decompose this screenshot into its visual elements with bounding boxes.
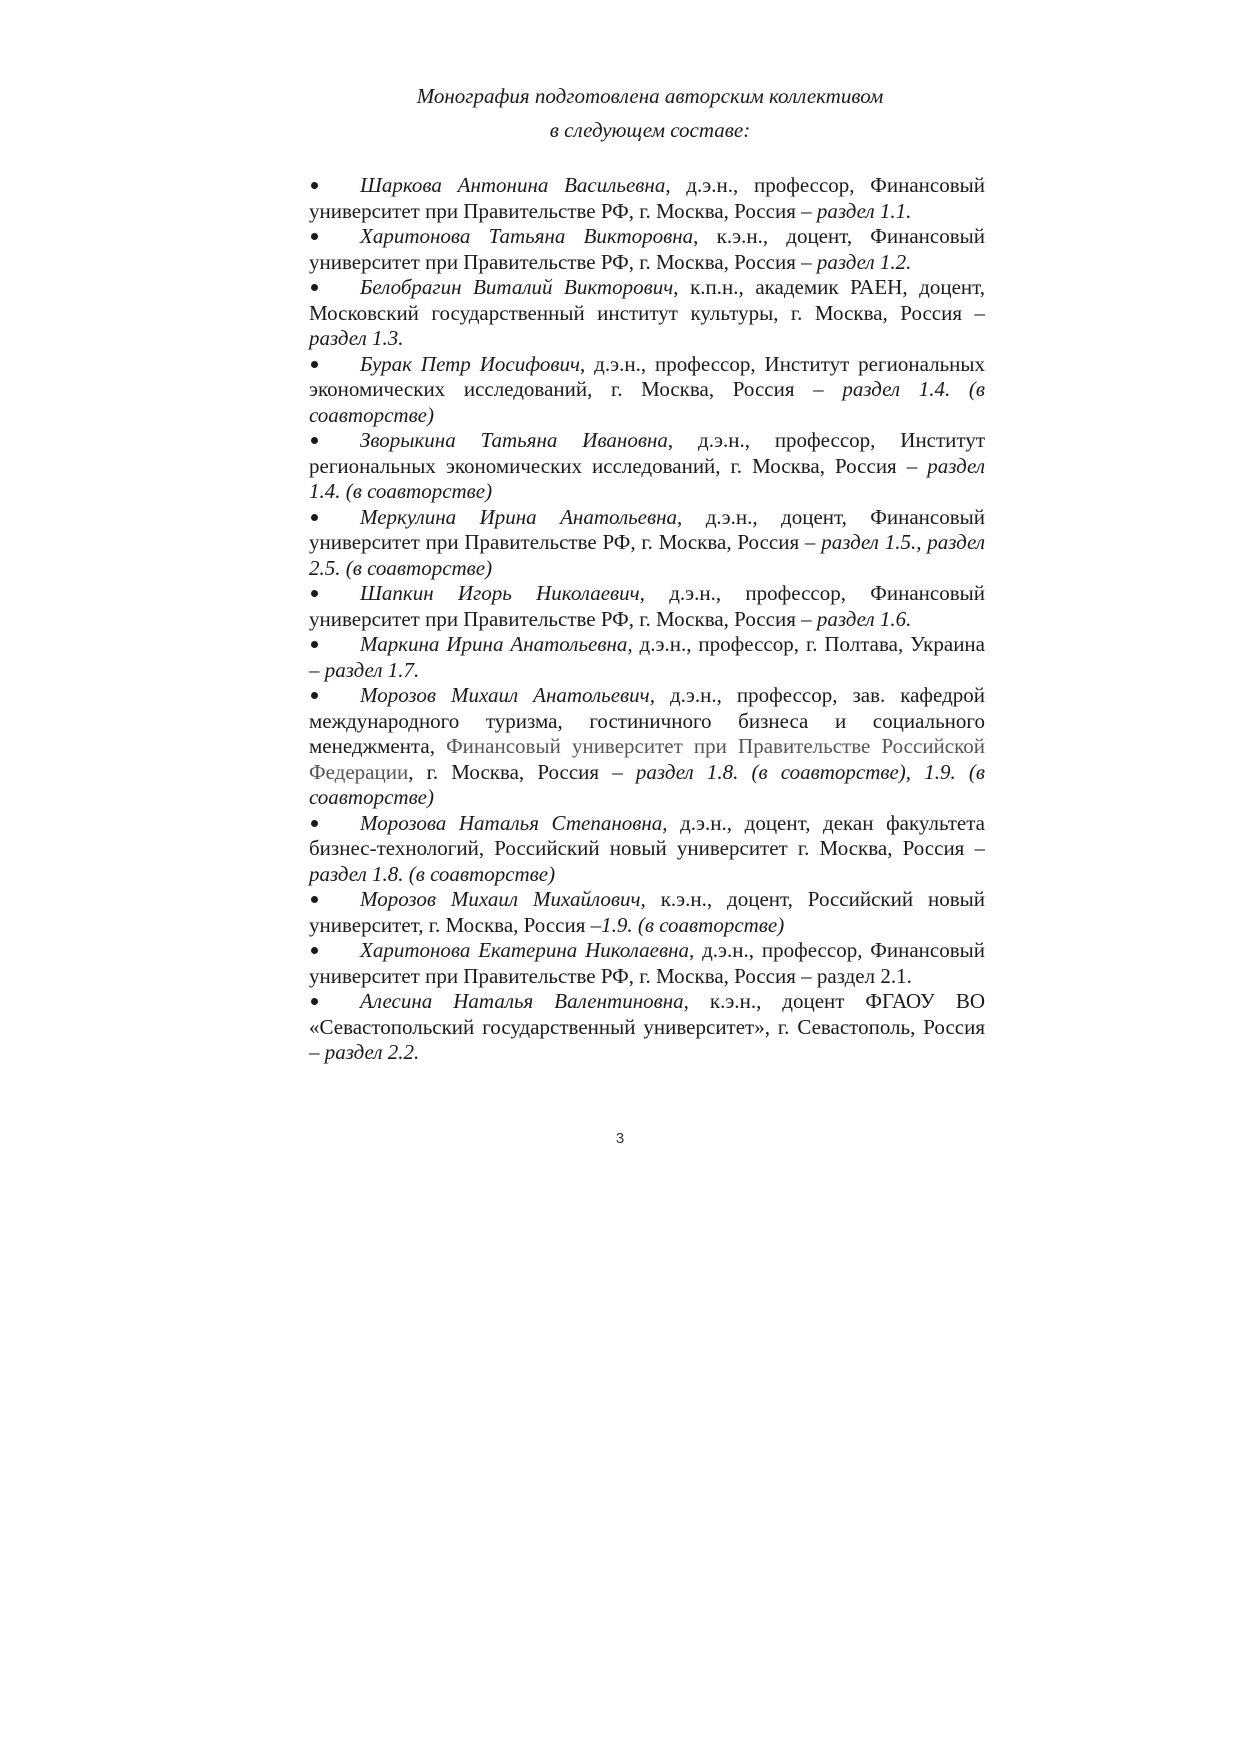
author-entry xyxy=(309,352,985,429)
bullet-icon xyxy=(309,173,360,199)
bullet-icon xyxy=(309,224,360,250)
author-section: раздел 1.2. xyxy=(816,249,912,274)
author-name: Шапкин Игорь Николаевич xyxy=(360,581,640,605)
author-name: Зворыкина Татьяна Ивановна xyxy=(360,428,668,452)
author-section: раздел 1.4. (в соавторстве) xyxy=(309,377,986,427)
author-section: 1.9. (в соавторстве) xyxy=(601,912,785,937)
bullet-icon xyxy=(309,811,360,837)
author-entry xyxy=(309,989,985,1066)
author-details: , к.э.н., доцент ФГАОУ ВО «Севастопольский государственный университет», г. Севастополь, Россия – xyxy=(309,989,985,1064)
author-name: Морозов Михаил Михайлович, xyxy=(360,887,646,911)
bullet-icon xyxy=(309,428,360,454)
author-entry xyxy=(309,275,985,352)
author-details: д.э.н., профессор, г. Полтава, Украина – xyxy=(309,632,985,682)
author-section: раздел 1.3. xyxy=(309,326,404,350)
author-details: , к.п.н., академик РАЕН, доцент, Московский государственный институт культуры, г. Москва, Россия – xyxy=(309,275,985,325)
author-section: раздел 1.4. (в соавторстве) xyxy=(309,453,985,503)
author-entry xyxy=(309,632,985,683)
author-name: Морозов Михаил Анатольевич, xyxy=(360,683,655,707)
author-details: , д.э.н., профессор, Финансовый университет при Правительстве РФ, г. Москва, Россия – xyxy=(309,581,986,631)
author-entry xyxy=(309,811,985,888)
author-name: Алесина Наталья Валентиновна xyxy=(360,989,684,1013)
author-entry xyxy=(309,505,985,582)
author-affiliation: Финансовый университет при Правительстве Российской Федерации xyxy=(309,734,985,784)
bullet-icon xyxy=(309,683,360,709)
author-section: раздел 1.1. xyxy=(816,198,912,223)
author-details: , д.э.н., профессор, Финансовый университет при Правительстве РФ, г. Москва, Россия – xyxy=(309,173,985,223)
author-details: , д.э.н., профессор, Финансовый университет при Правительстве РФ, г. Москва, Россия – раздел 2.1. xyxy=(309,938,985,988)
author-entry xyxy=(309,173,985,224)
author-details: , д.э.н., профессор, Институт региональных экономических исследований, г. Москва, Россия – xyxy=(309,428,985,478)
author-entry xyxy=(309,887,985,938)
author-name: Морозова Наталья Степановна, xyxy=(360,810,668,835)
author-entry xyxy=(309,581,985,632)
author-section: раздел 1.6. xyxy=(816,606,912,631)
author-name: Бурак Петр Иосифович xyxy=(360,351,580,376)
author-details: , д.э.н., профессор, Институт региональных экономических исследований, г. Москва, Россия – xyxy=(309,351,985,401)
bullet-icon xyxy=(309,632,360,658)
author-name: Маркина Ирина Анатольевна, xyxy=(360,632,633,656)
author-name: Белобрагин Виталий Викторович xyxy=(360,275,674,299)
author-entry xyxy=(309,224,985,275)
author-name: Шаркова Антонина Васильевна xyxy=(360,173,666,197)
author-details: , к.э.н., доцент, Финансовый университет при Правительстве РФ, г. Москва, Россия – xyxy=(309,224,985,274)
bullet-icon xyxy=(309,938,360,964)
author-section: раздел 1.8. (в соавторстве), 1.9. (в соавторстве) xyxy=(309,759,985,809)
author-details: д.э.н., профессор, зав. кафедрой международного туризма, гостиничного бизнеса и социального менеджмента, xyxy=(309,683,986,758)
bullet-icon xyxy=(309,581,360,607)
author-details: к.э.н., доцент, Российский новый университет, г. Москва, Россия – xyxy=(309,887,985,937)
bullet-icon xyxy=(309,505,360,531)
bullet-icon xyxy=(309,275,360,301)
author-details-after: , г. Москва, Россия – xyxy=(408,759,636,784)
author-list xyxy=(309,173,985,1066)
bullet-icon xyxy=(309,989,360,1015)
author-section: раздел 1.8. (в соавторстве) xyxy=(309,861,556,886)
author-name: Харитонова Татьяна Викторовна xyxy=(360,224,694,248)
monograph-heading-line-2: в следующем составе: xyxy=(549,118,751,142)
author-section: раздел 1.5., раздел 2.5. (в соавторстве) xyxy=(309,530,986,580)
monograph-heading-line-1: Монография подготовлена авторским коллективом xyxy=(416,84,884,108)
author-name: Харитонова Екатерина Николаевна xyxy=(360,938,690,962)
author-entry xyxy=(309,938,985,989)
bullet-icon xyxy=(309,352,360,378)
author-section: раздел 1.7. xyxy=(324,657,420,682)
author-details: , д.э.н., доцент, Финансовый университет при Правительстве РФ, г. Москва, Россия – xyxy=(309,504,985,554)
author-entry xyxy=(309,428,985,505)
page-number: 3 xyxy=(615,1130,625,1147)
bullet-icon xyxy=(309,887,360,913)
author-name: Меркулина Ирина Анатольевна xyxy=(360,504,678,529)
author-section: раздел 2.2. xyxy=(324,1040,420,1064)
author-details: д.э.н., доцент, декан факультета бизнес-технологий, Российский новый университет г. Москва, Россия – xyxy=(309,810,985,860)
author-entry xyxy=(309,683,985,811)
